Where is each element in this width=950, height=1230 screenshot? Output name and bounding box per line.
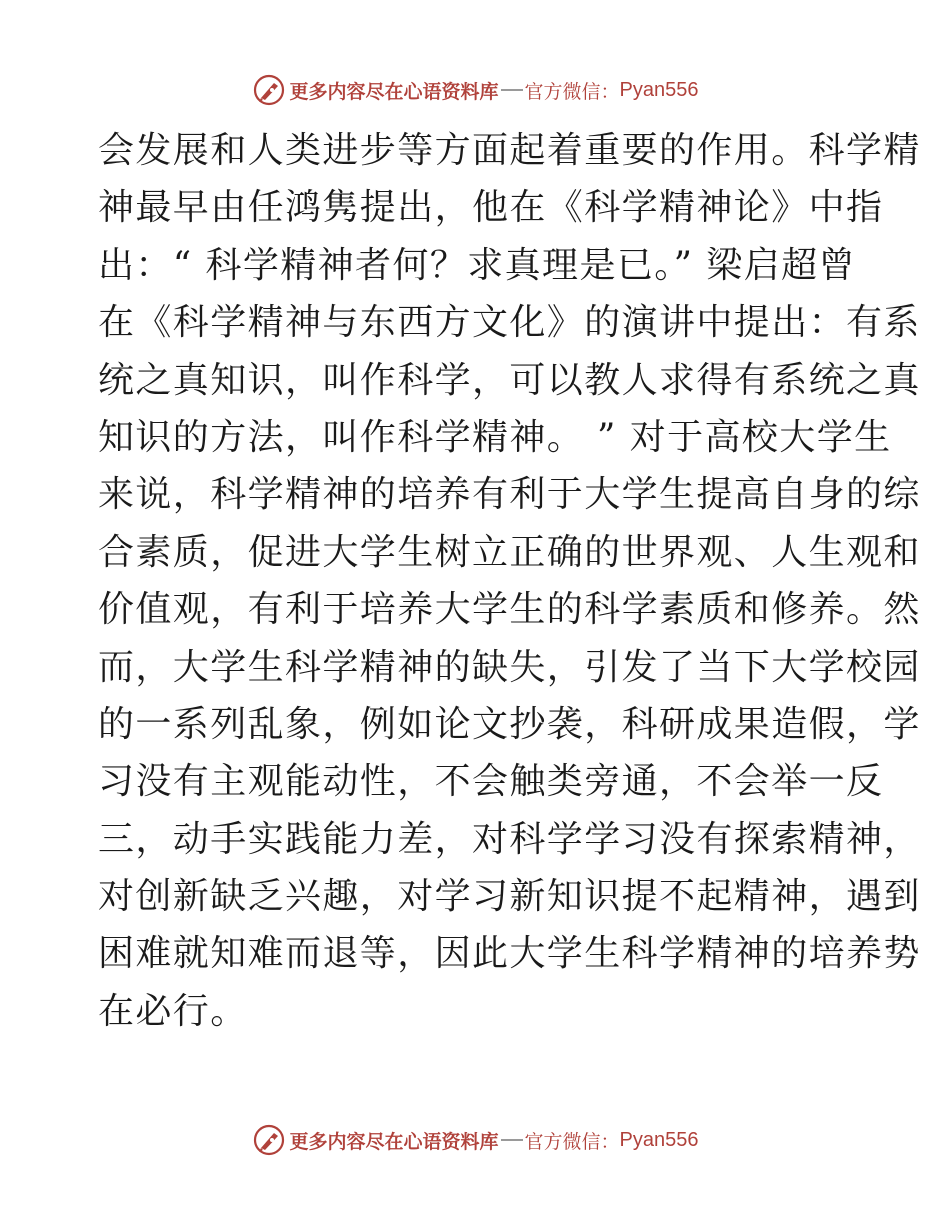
header-brand-text: 更多内容尽在心语资料库 (289, 80, 499, 103)
text-line: 三，动手实践能力差，对科学学习没有探索精神， (98, 818, 921, 860)
text-line: 会发展和人类进步等方面起着重要的作用。科学精 (98, 130, 921, 171)
header-wechat-id: Pyan556 (619, 78, 699, 101)
footer-brand-text: 更多内容尽在心语资料库 (289, 1130, 499, 1153)
text-line: 价值观，有利于培养大学生的科学素质和修养。然 (98, 589, 921, 631)
footer-divider (501, 1139, 523, 1141)
text-line: 统之真知识，叫作科学，可以教人求得有系统之真 (98, 359, 921, 401)
text-line: 在必行。 (98, 990, 248, 1032)
text-line: 神最早由任鸿隽提出，他在《科学精神论》中指 (98, 187, 884, 229)
text-line: 对创新缺乏兴趣，对学习新知识提不起精神，遇到 (98, 876, 921, 918)
pen-nib-logo-icon (252, 73, 286, 107)
pen-nib-logo-icon (252, 1123, 286, 1157)
header-wechat-label: 官方微信： (524, 80, 620, 103)
text-line: 在《科学精神与东西方文化》的演讲中提出：有系 (98, 302, 921, 344)
footer-wechat-id: Pyan556 (619, 1128, 699, 1151)
text-line: 知识的方法，叫作科学精神。 ” 对于高校大学生 (98, 416, 892, 458)
footer-wechat-label: 官方微信： (524, 1130, 620, 1153)
text-line: 而，大学生科学精神的缺失，引发了当下大学校园 (98, 646, 921, 688)
text-line: 困难就知难而退等，因此大学生科学精神的培养势 (98, 933, 921, 975)
text-line: 来说，科学精神的培养有利于大学生提高自身的综 (98, 474, 921, 516)
text-line: 合素质，促进大学生树立正确的世界观、人生观和 (98, 531, 921, 573)
document-body (98, 122, 921, 1040)
header-divider (501, 89, 523, 91)
text-line: 出：“ 科学精神者何？求真理是已。” 梁启超曾 (98, 244, 856, 286)
footer-banner (0, 1120, 950, 1160)
text-line: 习没有主观能动性，不会触类旁通，不会举一反 (98, 761, 884, 803)
header-banner (0, 70, 950, 110)
text-line: 的一系列乱象，例如论文抄袭，科研成果造假，学 (98, 703, 921, 745)
